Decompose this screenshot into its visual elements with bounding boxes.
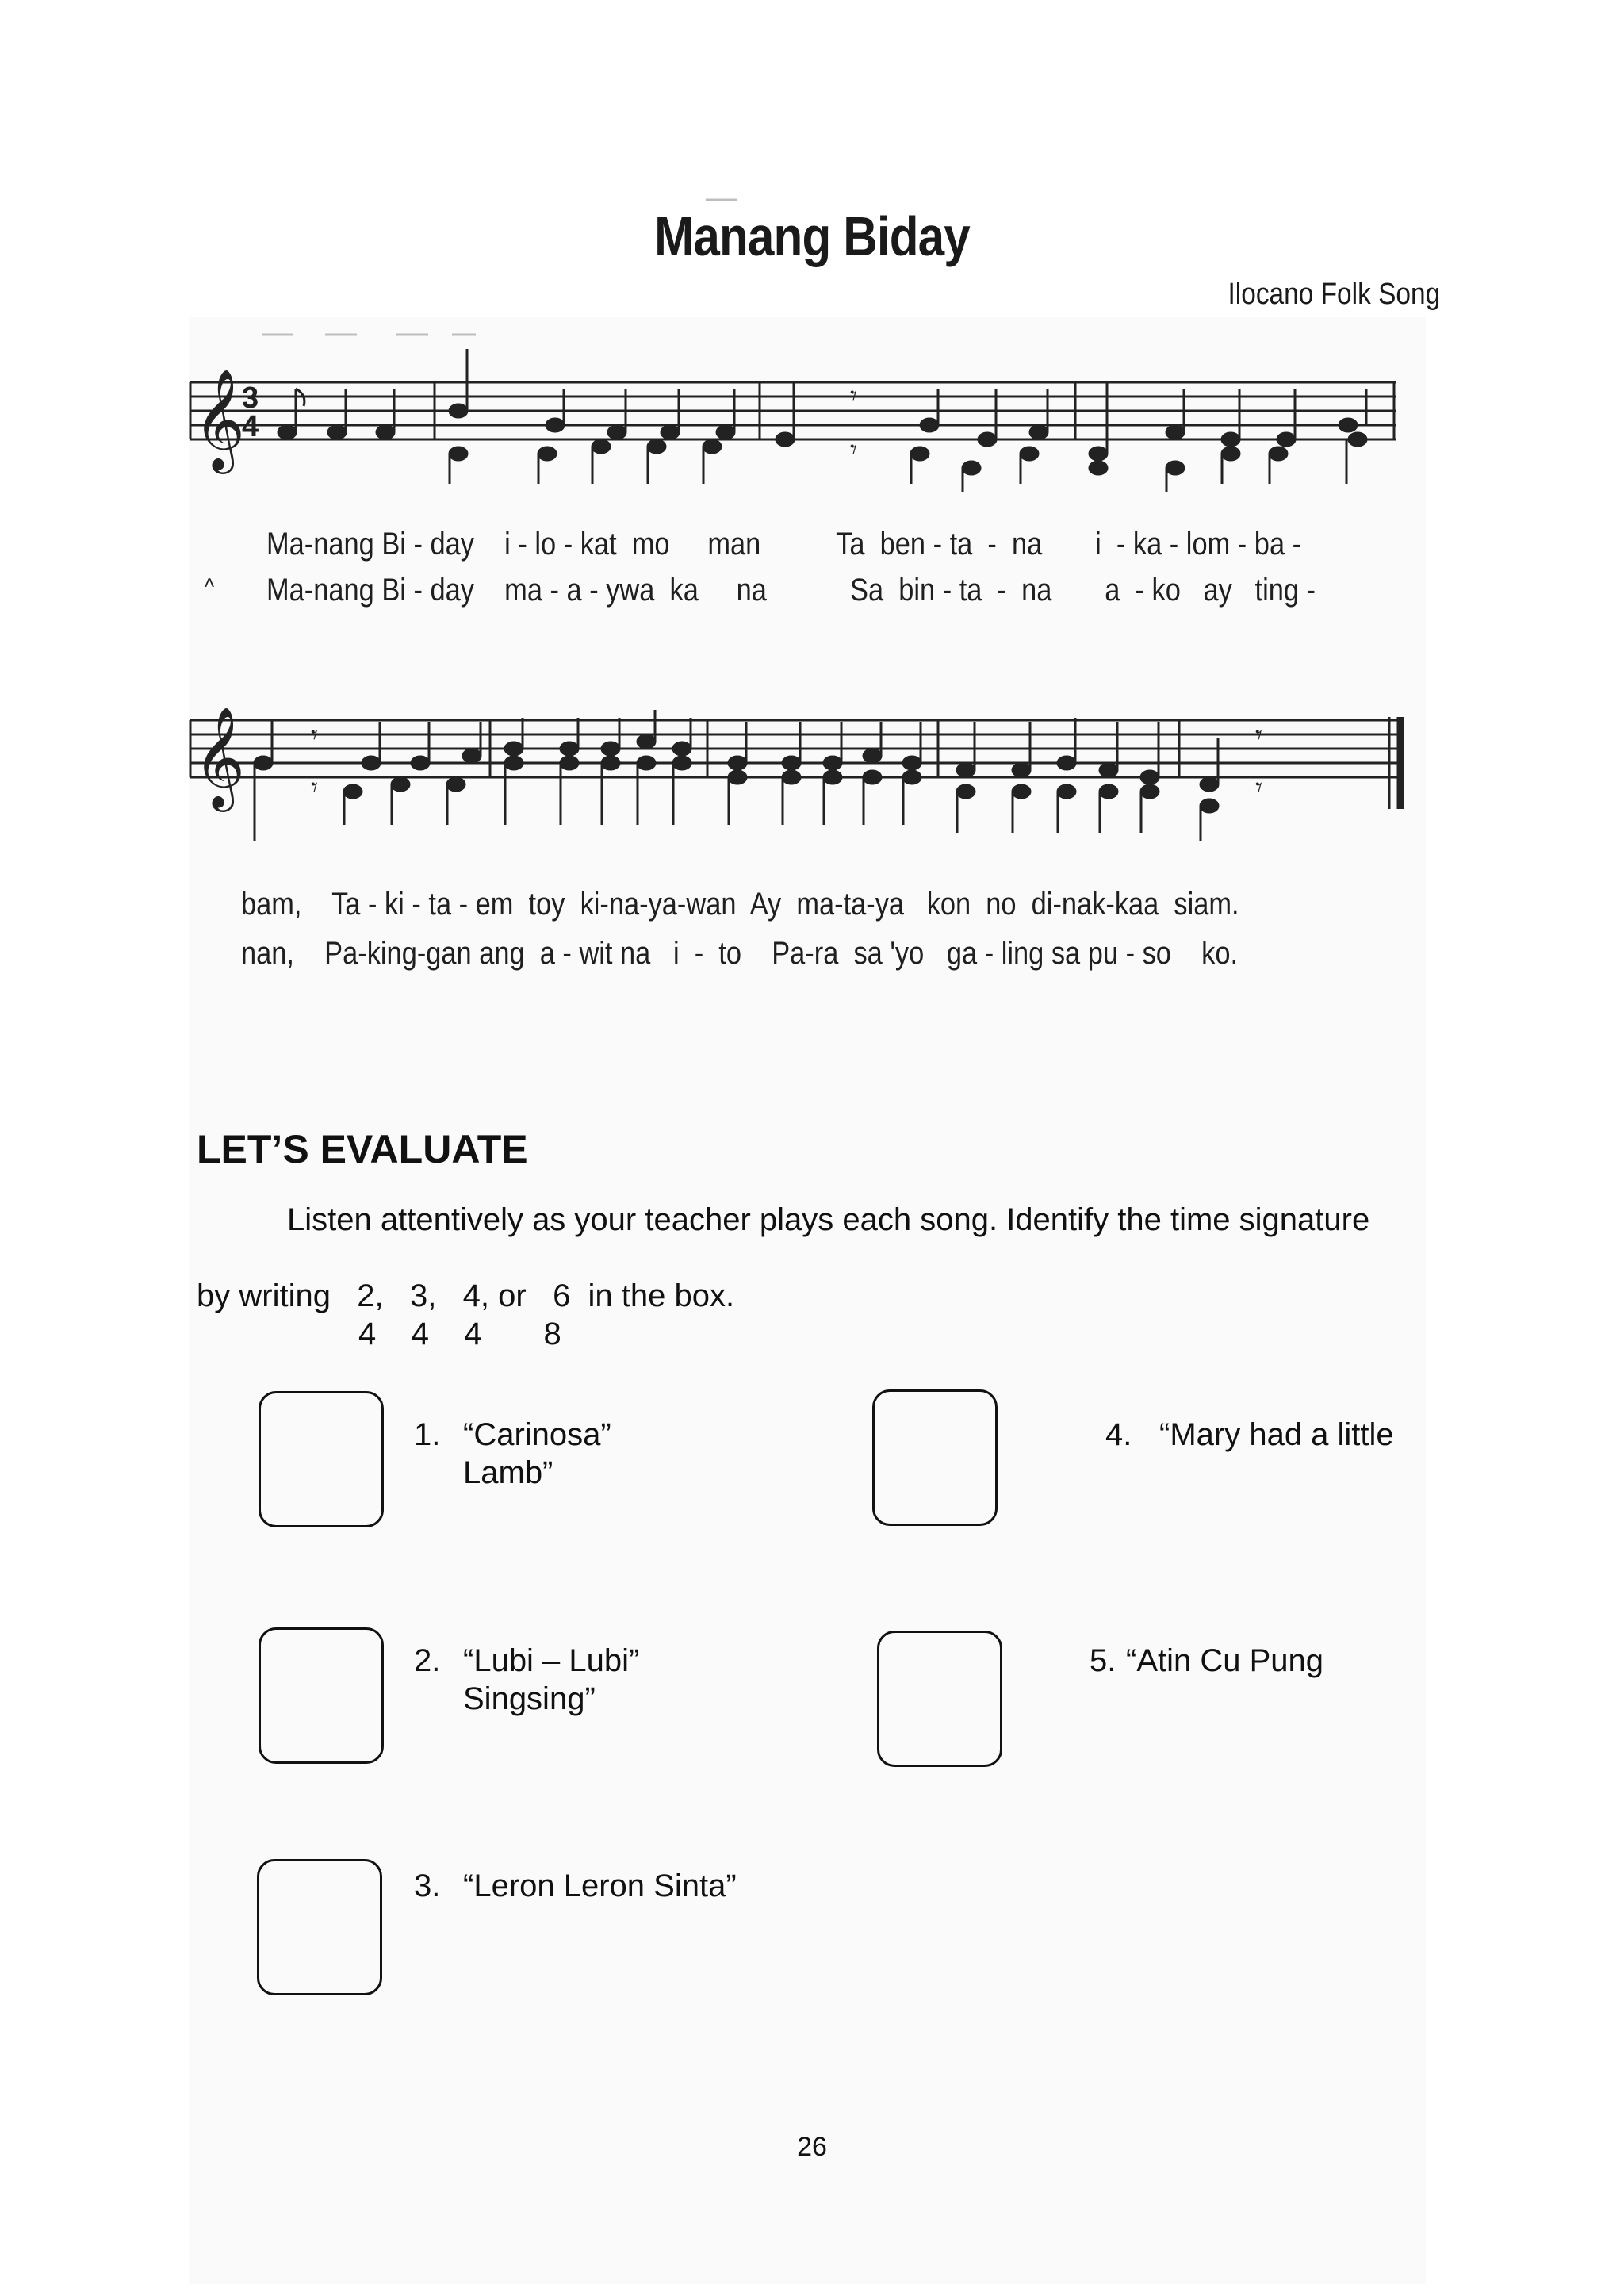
answer-box-5[interactable] — [877, 1631, 1002, 1767]
item-3-title: “Leron Leron Sinta” — [463, 1869, 737, 1903]
svg-text:𝄾: 𝄾 — [850, 435, 858, 465]
treble-clef-icon: 𝄞 — [193, 368, 246, 470]
answer-box-4[interactable] — [872, 1389, 998, 1526]
item-1-title-line-2: Lamb” — [463, 1455, 553, 1490]
item-5-number: 5. — [1090, 1643, 1116, 1678]
answer-box-2[interactable] — [259, 1627, 384, 1764]
svg-text:𝄾: 𝄾 — [1255, 772, 1263, 803]
item-4-title: “Mary had a little — [1159, 1417, 1394, 1452]
lyric-line-1-verse-2: Ma-nang Bi - day ma - a - ywa ka na Sa bin - ta - na a - ko ay ting - — [266, 573, 1316, 608]
svg-text:𝄾: 𝄾 — [1255, 720, 1263, 750]
item-1-number: 1. — [414, 1417, 441, 1452]
time-signature-top: 3 — [242, 381, 259, 415]
song-title: Manang Biday — [654, 205, 970, 267]
time-signature-bottom: 4 — [242, 410, 259, 443]
instruction-line-2: by writing 2, 3, 4, or 6 in the box. — [197, 1278, 735, 1313]
sheet-music — [0, 0, 1624, 1031]
instruction-line-1: Listen attentively as your teacher plays each song. Identify the time signature — [287, 1202, 1370, 1237]
item-1-title: “Carinosa” — [463, 1417, 611, 1452]
page-number: 26 — [797, 2132, 827, 2162]
lyric-line-2-verse-1: bam, Ta - ki - ta - em toy ki-na-ya-wan Ay ma-ta-ya kon no di-nak-kaa siam. — [241, 887, 1239, 922]
lyric-line-1-verse-1: Ma-nang Bi - day i - lo - kat mo man Ta ben - ta - na i - ka - lom - ba - — [266, 527, 1302, 562]
instruction-denominators: 4 4 4 8 — [358, 1317, 561, 1351]
item-5-title: “Atin Cu Pung — [1126, 1643, 1324, 1678]
staff-2-notes — [255, 710, 1262, 841]
faint-marks — [262, 200, 737, 335]
item-3-number: 3. — [414, 1869, 441, 1903]
section-heading: LET’S EVALUATE — [197, 1127, 528, 1171]
svg-text:𝄾: 𝄾 — [311, 720, 319, 750]
song-subtitle: Ilocano Folk Song — [1228, 278, 1440, 311]
item-2-title: “Lubi – Lubi” — [463, 1643, 640, 1678]
treble-clef-icon: 𝄞 — [193, 706, 246, 807]
staff-1-notes — [278, 349, 1366, 492]
item-2-number: 2. — [414, 1643, 441, 1678]
answer-box-1[interactable] — [259, 1391, 384, 1527]
lyric-line-2-verse-2: nan, Pa-king-gan ang a - wit na i - to Pa-ra sa 'yo ga - ling sa pu - so ko. — [241, 936, 1239, 971]
item-4-number: 4. — [1105, 1417, 1132, 1452]
svg-text:𝄾: 𝄾 — [311, 772, 319, 803]
caret-mark: ^ — [205, 574, 215, 600]
svg-text:𝄾: 𝄾 — [850, 381, 858, 411]
answer-box-3[interactable] — [257, 1859, 382, 1995]
item-2-title-line-2: Singsing” — [463, 1681, 596, 1716]
